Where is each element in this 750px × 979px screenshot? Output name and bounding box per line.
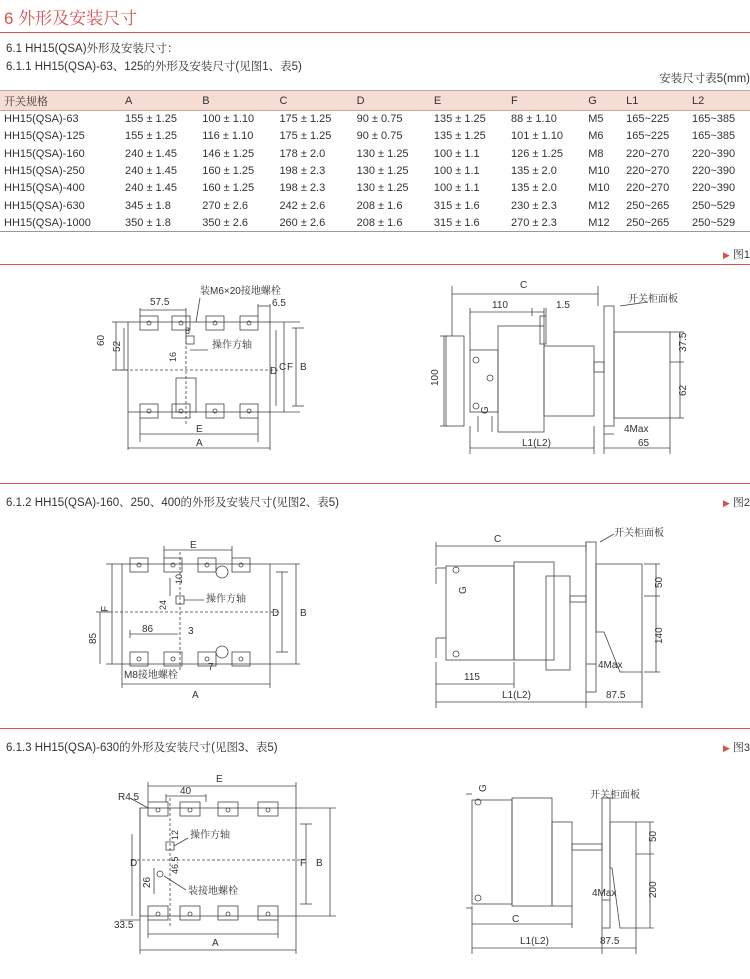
fig2-side-dim-115: 115: [464, 672, 480, 683]
triangle-icon: ▶: [722, 498, 730, 508]
table-cell: 126 ± 1.25: [511, 147, 563, 160]
table-cell: 135 ± 1.25: [433, 130, 486, 143]
fig1-label-text: 图1: [732, 249, 750, 261]
fig3-dim-D: D: [130, 858, 138, 869]
table-cell: 130 ± 1.25: [356, 182, 409, 195]
table-header-row: [0, 91, 750, 111]
table-header-cell: A: [117, 91, 194, 111]
fig1-dim-C: C: [279, 362, 287, 373]
table-cell: 116 ± 1.10: [202, 130, 254, 143]
table-cell: 175 ± 1.25: [279, 130, 332, 143]
fig2-dim-F: F: [100, 605, 111, 612]
table-cell: 101 ± 1.10: [511, 130, 563, 143]
table-cell: 220~390: [692, 182, 736, 195]
fig1-side-dim-62: 62: [678, 384, 689, 396]
table-cell: 270 ± 2.6: [202, 199, 249, 212]
subsection-6-1-2: 6.1.2 HH15(QSA)-160、250、400的外形及安装尺寸(见图2、表5): [6, 497, 339, 509]
table-cell: 220~390: [692, 147, 736, 160]
fig3-side-dim-G: G: [478, 784, 489, 792]
table-cell: 130 ± 1.25: [356, 165, 409, 178]
table-cell: M10: [588, 182, 610, 195]
subsection-6-1-1: 6.1.1 HH15(QSA)-63、125的外形及安装尺寸(见图1、表5): [6, 61, 302, 73]
fig3-dim-26: 26: [142, 876, 153, 888]
table-cell: 155 ± 1.25: [125, 113, 177, 126]
table-cell: 260 ± 2.6: [271, 214, 348, 231]
table-cell: 165~385: [692, 130, 736, 143]
table-cell: 250~265: [618, 214, 684, 231]
table-cell: 90 ± 0.75: [356, 113, 403, 126]
table-cell: M6: [588, 130, 604, 143]
table-cell: 220~270: [626, 147, 670, 160]
fig1-shaft-label: 操作方轴: [212, 340, 252, 351]
table-row: [0, 180, 750, 197]
table-cell: 315 ± 1.6: [426, 214, 503, 231]
fig1-dim-E: E: [196, 424, 203, 435]
fig1-dim-6-5: 6.5: [272, 298, 286, 309]
table-header-cell: B: [194, 91, 271, 111]
table-cell: 220~390: [692, 165, 736, 178]
table-cell: 350 ± 2.6: [194, 214, 271, 231]
table-cell: HH15(QSA)-250: [4, 165, 85, 178]
section-title: 6 外形及安装尺寸: [4, 9, 138, 28]
table-cell: M10: [588, 165, 610, 178]
fig2-side-dim-C: C: [494, 534, 502, 545]
triangle-icon: ▶: [722, 250, 730, 260]
fig3-drawing: [0, 758, 750, 978]
fig3-dim-E: E: [216, 774, 223, 785]
fig3-side-dim-50: 50: [648, 830, 659, 842]
table-header-cell: C: [271, 91, 348, 111]
table-header-cell: 开关规格: [0, 91, 117, 111]
fig1-dim-60: 60: [96, 334, 107, 346]
fig1-label: [723, 246, 750, 262]
fig1-side-dim-37-5: 37.5: [678, 332, 689, 352]
fig1-dim-52: 52: [112, 340, 123, 352]
table-cell: HH15(QSA)-400: [4, 182, 85, 195]
table-cell: 135 ± 2.0: [511, 182, 557, 195]
fig3-bolt-label: 装接地螺栓: [188, 886, 238, 897]
fig1-dim-D: D: [270, 366, 278, 377]
fig3-label-text: 图3: [732, 742, 750, 754]
table-cell: 88 ± 1.10: [511, 113, 557, 126]
table-header-cell: E: [426, 91, 503, 111]
table-cell: 178 ± 2.0: [279, 147, 326, 160]
fig2-side-dim-140: 140: [654, 627, 665, 644]
table-row: [0, 145, 750, 162]
triangle-icon: ▶: [722, 743, 730, 753]
fig1-drawing: [0, 266, 750, 466]
fig2-side-panel-label: 开关柜面板: [614, 528, 664, 539]
fig3-side-panel-label: 开关柜面板: [590, 790, 640, 801]
fig3-side-dim-4max: 4Max: [592, 888, 617, 899]
fig2-side-dim-50: 50: [654, 576, 665, 588]
fig2-side-dim-L1L2: L1(L2): [502, 690, 531, 701]
table-row: [0, 128, 750, 145]
table-cell: 165~225: [626, 130, 670, 143]
fig2-dim-85: 85: [88, 632, 99, 644]
table-row: [0, 214, 750, 231]
fig2-bolt-label: M8接地螺栓: [124, 670, 178, 681]
table-cell: 270 ± 2.3: [503, 214, 580, 231]
table-cell: 100 ± 1.1: [433, 147, 480, 160]
fig2-dim-10: 10: [174, 573, 184, 584]
table-cell: M12: [588, 199, 610, 212]
table-cell: 160 ± 1.25: [202, 182, 255, 195]
table-cell: 130 ± 1.25: [356, 147, 409, 160]
table-caption: 安装尺寸表5(mm): [659, 73, 750, 85]
fig2-dim-86: 86: [142, 624, 154, 635]
fig3-dim-F: F: [300, 858, 307, 869]
title-rule: [0, 32, 750, 33]
table-cell: HH15(QSA)-63: [4, 113, 79, 126]
subsection-6-1-3: 6.1.3 HH15(QSA)-630的外形及安装尺寸(见图3、表5): [6, 742, 278, 754]
table-cell: 250~529: [692, 199, 736, 212]
table-cell: 240 ± 1.45: [125, 147, 177, 160]
table-row: [0, 162, 750, 179]
fig3-side-dim-C: C: [512, 914, 520, 925]
fig1-side-dim-L1L2: L1(L2): [522, 438, 551, 449]
table-cell: HH15(QSA)-630: [4, 199, 85, 212]
fig3-shaft-label: 操作方轴: [190, 830, 230, 841]
fig3-side-dim-200: 200: [648, 881, 659, 898]
table-cell: 90 ± 0.75: [356, 130, 403, 143]
fig2-drawing: [0, 512, 750, 722]
fig1-side-dim-4max: 4Max: [624, 424, 649, 435]
table-cell: 345 ± 1.8: [125, 199, 171, 212]
fig1-side-dim-1-5: 1.5: [556, 300, 570, 311]
table-cell: 208 ± 1.6: [356, 199, 403, 212]
fig1-side-dim-100: 100: [430, 369, 441, 386]
fig3-dim-A: A: [212, 938, 219, 949]
fig3-dim-40: 40: [180, 786, 192, 797]
fig1-dim-A: A: [196, 438, 203, 449]
table-cell: 160 ± 1.25: [202, 165, 255, 178]
table-cell: 135 ± 2.0: [511, 165, 557, 178]
fig2-label-text: 图2: [732, 497, 750, 509]
table-cell: 100 ± 1.1: [433, 165, 480, 178]
fig3-dim-33-5: 33.5: [114, 920, 134, 931]
table-cell: 240 ± 1.45: [125, 165, 177, 178]
table-cell: M12: [580, 214, 618, 231]
fig3-label: [723, 739, 750, 755]
fig2-dim-24: 24: [158, 599, 168, 610]
fig2-label: [723, 494, 750, 510]
table-cell: 230 ± 2.3: [511, 199, 557, 212]
table-cell: M8: [588, 147, 604, 160]
fig1-dim-57-5: 57.5: [150, 297, 170, 308]
table-cell: 250~265: [626, 199, 670, 212]
table-cell: 165~225: [626, 113, 670, 126]
table-cell: 198 ± 2.3: [279, 182, 326, 195]
fig2-side-dim-87-5: 87.5: [606, 690, 626, 701]
fig1-dim-F: F: [287, 362, 294, 373]
fig2-dim-3: 3: [188, 626, 194, 637]
table-header-cell: L2: [684, 91, 750, 111]
fig3-side-view: [466, 794, 654, 954]
table-cell: 155 ± 1.25: [125, 130, 177, 143]
fig2-dim-B: B: [300, 608, 307, 619]
table-body: [0, 111, 750, 232]
table-cell: 175 ± 1.25: [279, 113, 332, 126]
table-cell: 165~385: [692, 113, 736, 126]
separator-2: [0, 483, 750, 484]
fig3-side-dim-L1L2: L1(L2): [520, 936, 549, 947]
table-cell: 242 ± 2.6: [279, 199, 326, 212]
fig1-side-dim-C: C: [520, 280, 528, 291]
table-cell: 100 ± 1.1: [433, 182, 480, 195]
fig1-dim-B: B: [300, 362, 307, 373]
table-cell: HH15(QSA)-160: [4, 147, 85, 160]
fig1-note-bolt: 装M6×20接地螺栓: [200, 286, 281, 297]
table-cell: 220~270: [626, 165, 670, 178]
fig2-side-dim-4max: 4Max: [598, 660, 623, 671]
fig1-side-dim-110: 110: [492, 300, 508, 311]
separator-3: [0, 728, 750, 729]
table-header-cell: G: [580, 91, 618, 111]
fig2-side-dim-G: G: [458, 586, 469, 594]
fig1-dim-16: 16: [168, 351, 178, 362]
dimension-table: [0, 90, 750, 232]
fig3-dim-B: B: [316, 858, 323, 869]
table-header-cell: L1: [618, 91, 684, 111]
table-cell: 100 ± 1.10: [202, 113, 255, 126]
fig2-dim-D: D: [272, 608, 280, 619]
subsection-6-1: 6.1 HH15(QSA)外形及安装尺寸：: [6, 43, 179, 55]
fig2-dim-A: A: [192, 690, 199, 701]
table-cell: HH15(QSA)-1000: [0, 214, 117, 231]
fig3-side-dim-87-5: 87.5: [600, 936, 620, 947]
table-cell: 350 ± 1.8: [117, 214, 194, 231]
fig2-dim-E: E: [190, 540, 197, 551]
fig2-shaft-label: 操作方轴: [206, 594, 246, 605]
table-row: [0, 197, 750, 214]
fig2-front-view: [96, 546, 300, 688]
fig1-side-panel-label: 开关柜面板: [628, 294, 678, 305]
table-row: [0, 111, 750, 128]
table-cell: 250~529: [684, 214, 750, 231]
table-header-cell: D: [349, 91, 426, 111]
table-cell: 198 ± 2.3: [279, 165, 326, 178]
table-cell: M5: [588, 113, 604, 126]
separator-1: [0, 264, 750, 265]
fig1-dim-8: 8: [185, 326, 191, 336]
fig1-side-dim-65: 65: [638, 438, 650, 449]
table-cell: 208 ± 1.6: [349, 214, 426, 231]
fig1-side-dim-G: G: [480, 406, 491, 414]
table-cell: 146 ± 1.25: [202, 147, 255, 160]
fig3-dim-R4-5: R4.5: [118, 792, 140, 803]
table-header-cell: F: [503, 91, 580, 111]
table-cell: 240 ± 1.45: [125, 182, 177, 195]
fig3-dim-12: 12: [170, 829, 180, 840]
fig3-dim-46-5: 46.5: [170, 856, 180, 874]
fig2-dim-7: 7: [208, 662, 214, 673]
table-cell: 220~270: [626, 182, 670, 195]
table-cell: 315 ± 1.6: [433, 199, 480, 212]
table-cell: HH15(QSA)-125: [4, 130, 85, 143]
table-cell: 135 ± 1.25: [433, 113, 486, 126]
